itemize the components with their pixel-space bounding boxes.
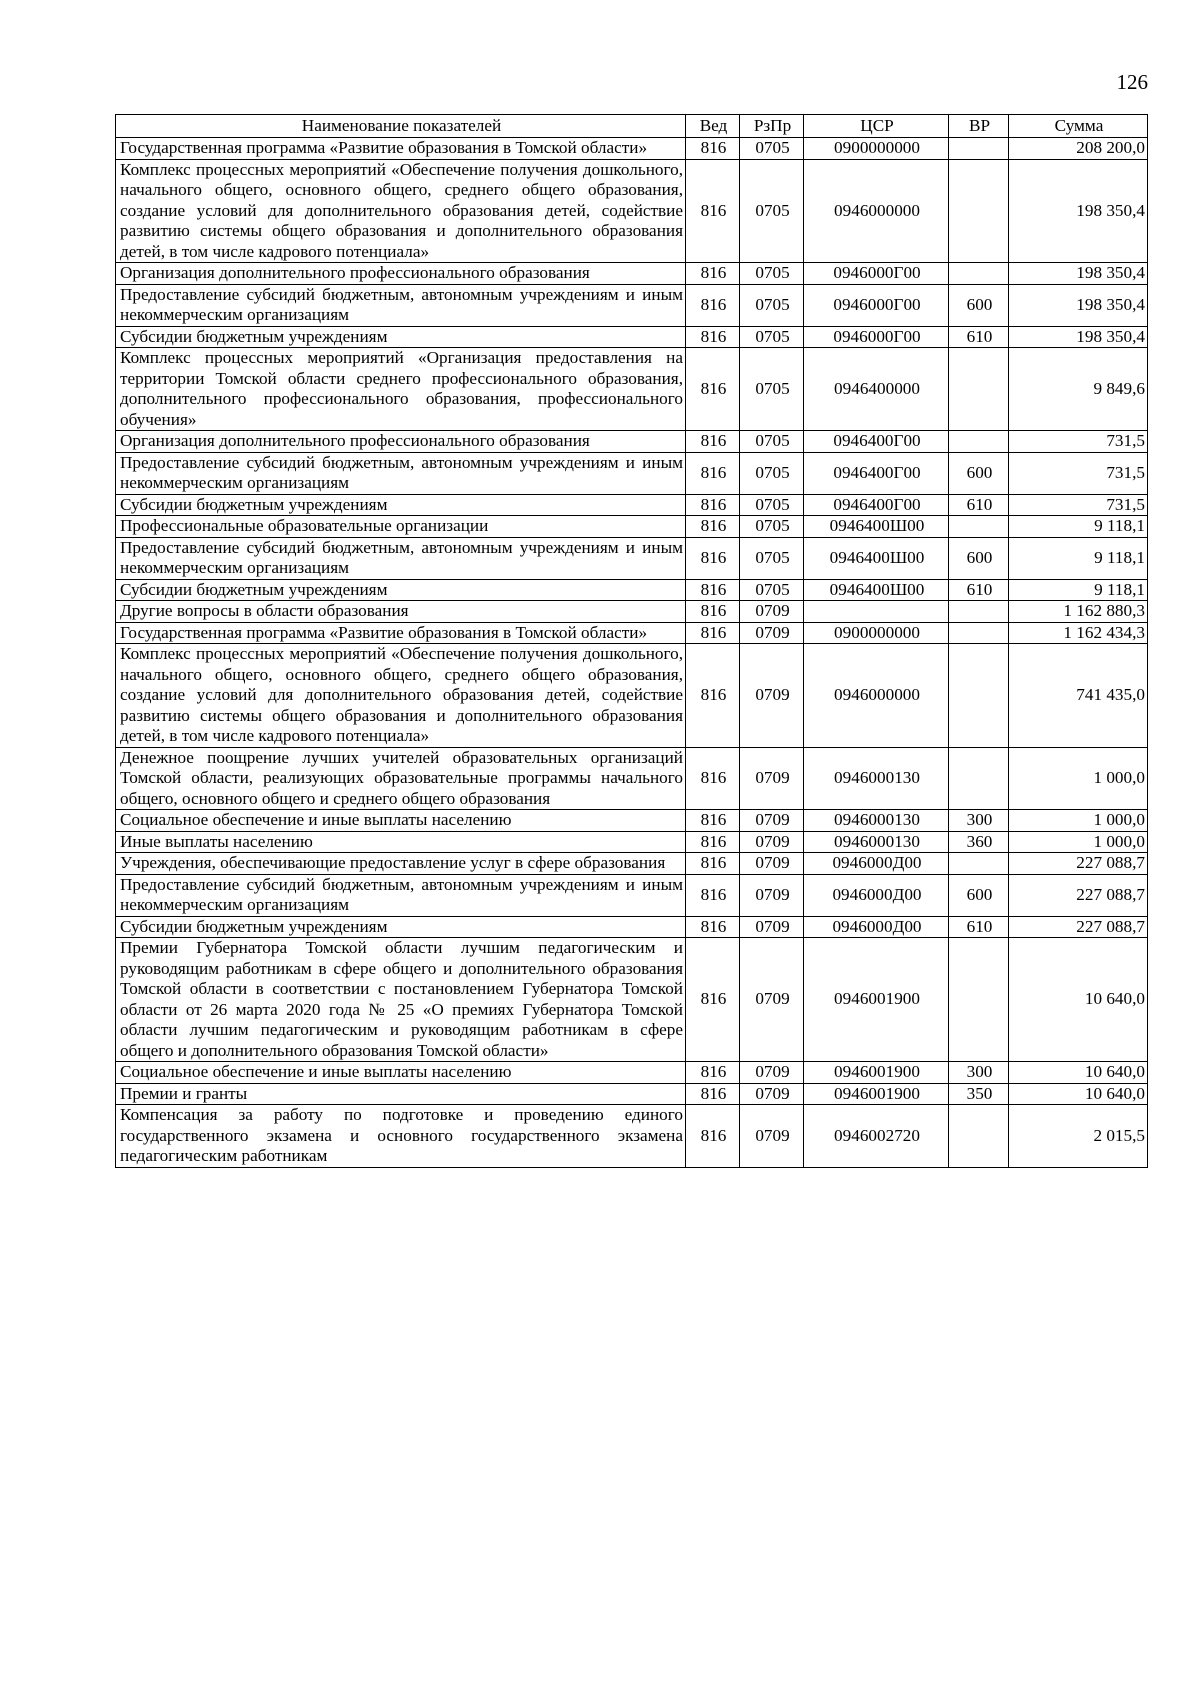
cell-sum: 1 000,0 <box>1009 810 1148 832</box>
cell-csr: 0946000Г00 <box>804 284 949 326</box>
cell-sum: 731,5 <box>1009 494 1148 516</box>
header-csr: ЦСР <box>804 115 949 138</box>
cell-vr: 300 <box>949 1062 1009 1084</box>
table-row <box>116 622 1148 644</box>
cell-ved: 816 <box>686 579 740 601</box>
cell-csr: 0946000Д00 <box>804 853 949 875</box>
cell-rzpr: 0705 <box>740 284 804 326</box>
cell-vr: 600 <box>949 284 1009 326</box>
header-rzpr: РзПр <box>740 115 804 138</box>
cell-csr: 0946000130 <box>804 810 949 832</box>
table-row <box>116 431 1148 453</box>
cell-vr: 610 <box>949 326 1009 348</box>
cell-csr: 0900000000 <box>804 622 949 644</box>
cell-sum: 1 162 434,3 <box>1009 622 1148 644</box>
cell-rzpr: 0709 <box>740 644 804 748</box>
cell-csr: 0946000130 <box>804 831 949 853</box>
cell-name: Предоставление субсидий бюджетным, автономным учреждениям и иным некоммерческим организациям <box>116 537 686 579</box>
cell-sum: 198 350,4 <box>1009 284 1148 326</box>
cell-name: Субсидии бюджетным учреждениям <box>116 326 686 348</box>
cell-name: Предоставление субсидий бюджетным, автономным учреждениям и иным некоммерческим организациям <box>116 452 686 494</box>
header-name: Наименование показателей <box>116 115 686 138</box>
cell-vr <box>949 622 1009 644</box>
cell-csr: 0946400Г00 <box>804 452 949 494</box>
cell-ved: 816 <box>686 747 740 810</box>
cell-sum: 9 118,1 <box>1009 516 1148 538</box>
cell-rzpr: 0709 <box>740 601 804 623</box>
budget-table <box>115 114 1148 1168</box>
cell-ved: 816 <box>686 537 740 579</box>
cell-name: Иные выплаты населению <box>116 831 686 853</box>
cell-csr: 0946400Ш00 <box>804 579 949 601</box>
table-row <box>116 1105 1148 1168</box>
cell-name: Субсидии бюджетным учреждениям <box>116 494 686 516</box>
cell-name: Организация дополнительного профессионального образования <box>116 263 686 285</box>
cell-vr <box>949 159 1009 263</box>
cell-csr: 0946002720 <box>804 1105 949 1168</box>
cell-name: Предоставление субсидий бюджетным, автономным учреждениям и иным некоммерческим организациям <box>116 874 686 916</box>
cell-sum: 9 118,1 <box>1009 579 1148 601</box>
cell-name: Денежное поощрение лучших учителей образовательных организаций Томской области, реализующих образовательные программы начального общего, основного общего и среднего общего образования <box>116 747 686 810</box>
cell-vr <box>949 431 1009 453</box>
cell-ved: 816 <box>686 159 740 263</box>
cell-csr: 0946400Г00 <box>804 431 949 453</box>
cell-csr: 0946001900 <box>804 1083 949 1105</box>
table-header-row <box>116 115 1148 138</box>
cell-ved: 816 <box>686 284 740 326</box>
cell-name: Премии Губернатора Томской области лучшим педагогическим и руководящим работникам в сфере общего и дополнительного образования Томской области в соответствии с постановлением Губернатора Томской области от 26 марта 2020 года № 25 «О премиях Губернатора Томской области лучшим педагогическим и руководящим работникам в сфере общего и дополнительного образования Томской области» <box>116 938 686 1062</box>
cell-rzpr: 0709 <box>740 1105 804 1168</box>
cell-name: Организация дополнительного профессионального образования <box>116 431 686 453</box>
cell-name: Социальное обеспечение и иные выплаты населению <box>116 1062 686 1084</box>
cell-sum: 198 350,4 <box>1009 159 1148 263</box>
cell-rzpr: 0709 <box>740 916 804 938</box>
cell-sum: 198 350,4 <box>1009 263 1148 285</box>
cell-sum: 9 118,1 <box>1009 537 1148 579</box>
cell-rzpr: 0709 <box>740 853 804 875</box>
table-row <box>116 159 1148 263</box>
cell-rzpr: 0705 <box>740 326 804 348</box>
header-sum: Сумма <box>1009 115 1148 138</box>
cell-ved: 816 <box>686 644 740 748</box>
cell-csr: 0946400000 <box>804 348 949 431</box>
cell-ved: 816 <box>686 601 740 623</box>
table-row <box>116 874 1148 916</box>
cell-sum: 741 435,0 <box>1009 644 1148 748</box>
cell-rzpr: 0705 <box>740 494 804 516</box>
cell-vr: 350 <box>949 1083 1009 1105</box>
cell-csr: 0946000Г00 <box>804 263 949 285</box>
cell-ved: 816 <box>686 622 740 644</box>
cell-rzpr: 0705 <box>740 263 804 285</box>
table-row <box>116 810 1148 832</box>
cell-ved: 816 <box>686 431 740 453</box>
table-row <box>116 138 1148 160</box>
cell-csr: 0946000Д00 <box>804 874 949 916</box>
cell-rzpr: 0709 <box>740 622 804 644</box>
cell-ved: 816 <box>686 853 740 875</box>
table-row <box>116 853 1148 875</box>
cell-name: Государственная программа «Развитие образования в Томской области» <box>116 138 686 160</box>
cell-name: Комплекс процессных мероприятий «Организация предоставления на территории Томской области среднего профессионального образования, дополнительного профессионального образования, профессионального обучения» <box>116 348 686 431</box>
cell-ved: 816 <box>686 326 740 348</box>
cell-rzpr: 0705 <box>740 159 804 263</box>
cell-csr: 0946000130 <box>804 747 949 810</box>
cell-ved: 816 <box>686 874 740 916</box>
cell-ved: 816 <box>686 494 740 516</box>
cell-ved: 816 <box>686 916 740 938</box>
cell-rzpr: 0709 <box>740 1083 804 1105</box>
cell-vr: 300 <box>949 810 1009 832</box>
cell-name: Премии и гранты <box>116 1083 686 1105</box>
cell-vr <box>949 138 1009 160</box>
cell-vr: 610 <box>949 916 1009 938</box>
table-row <box>116 579 1148 601</box>
cell-ved: 816 <box>686 1083 740 1105</box>
cell-vr <box>949 348 1009 431</box>
cell-csr: 0946400Ш00 <box>804 537 949 579</box>
table-row <box>116 284 1148 326</box>
cell-rzpr: 0705 <box>740 537 804 579</box>
cell-csr: 0946000000 <box>804 644 949 748</box>
cell-ved: 816 <box>686 938 740 1062</box>
table-row <box>116 747 1148 810</box>
cell-ved: 816 <box>686 1105 740 1168</box>
cell-rzpr: 0705 <box>740 516 804 538</box>
cell-sum: 10 640,0 <box>1009 1062 1148 1084</box>
cell-csr: 0946001900 <box>804 1062 949 1084</box>
header-ved: Вед <box>686 115 740 138</box>
cell-name: Субсидии бюджетным учреждениям <box>116 579 686 601</box>
table-row <box>116 263 1148 285</box>
page-number: 126 <box>1116 70 1148 94</box>
cell-name: Государственная программа «Развитие образования в Томской области» <box>116 622 686 644</box>
cell-name: Социальное обеспечение и иные выплаты населению <box>116 810 686 832</box>
cell-ved: 816 <box>686 831 740 853</box>
cell-ved: 816 <box>686 1062 740 1084</box>
cell-vr: 360 <box>949 831 1009 853</box>
cell-csr: 0946001900 <box>804 938 949 1062</box>
cell-sum: 227 088,7 <box>1009 874 1148 916</box>
cell-rzpr: 0709 <box>740 1062 804 1084</box>
cell-rzpr: 0705 <box>740 452 804 494</box>
table-row <box>116 452 1148 494</box>
cell-sum: 198 350,4 <box>1009 326 1148 348</box>
cell-sum: 10 640,0 <box>1009 1083 1148 1105</box>
table-body <box>116 138 1148 1168</box>
table-row <box>116 537 1148 579</box>
cell-sum: 227 088,7 <box>1009 916 1148 938</box>
cell-csr: 0946000000 <box>804 159 949 263</box>
table-row <box>116 831 1148 853</box>
cell-name: Субсидии бюджетным учреждениям <box>116 916 686 938</box>
table-row <box>116 1062 1148 1084</box>
cell-ved: 816 <box>686 348 740 431</box>
cell-rzpr: 0705 <box>740 431 804 453</box>
cell-sum: 10 640,0 <box>1009 938 1148 1062</box>
cell-name: Профессиональные образовательные организации <box>116 516 686 538</box>
cell-sum: 227 088,7 <box>1009 853 1148 875</box>
cell-csr: 0900000000 <box>804 138 949 160</box>
cell-name: Другие вопросы в области образования <box>116 601 686 623</box>
cell-rzpr: 0709 <box>740 747 804 810</box>
cell-csr <box>804 601 949 623</box>
cell-rzpr: 0709 <box>740 810 804 832</box>
cell-vr <box>949 601 1009 623</box>
table-row <box>116 348 1148 431</box>
table-row <box>116 644 1148 748</box>
cell-ved: 816 <box>686 263 740 285</box>
cell-rzpr: 0705 <box>740 348 804 431</box>
cell-vr: 600 <box>949 452 1009 494</box>
table-row <box>116 1083 1148 1105</box>
cell-csr: 0946000Г00 <box>804 326 949 348</box>
cell-name: Учреждения, обеспечивающие предоставление услуг в сфере образования <box>116 853 686 875</box>
cell-csr: 0946400Г00 <box>804 494 949 516</box>
cell-sum: 9 849,6 <box>1009 348 1148 431</box>
cell-rzpr: 0709 <box>740 874 804 916</box>
cell-sum: 1 000,0 <box>1009 831 1148 853</box>
cell-vr: 610 <box>949 579 1009 601</box>
cell-ved: 816 <box>686 516 740 538</box>
cell-csr: 0946400Ш00 <box>804 516 949 538</box>
cell-ved: 816 <box>686 810 740 832</box>
cell-csr: 0946000Д00 <box>804 916 949 938</box>
table-row <box>116 916 1148 938</box>
cell-ved: 816 <box>686 452 740 494</box>
cell-vr <box>949 938 1009 1062</box>
cell-name: Предоставление субсидий бюджетным, автономным учреждениям и иным некоммерческим организациям <box>116 284 686 326</box>
table-row <box>116 326 1148 348</box>
cell-rzpr: 0705 <box>740 138 804 160</box>
cell-sum: 731,5 <box>1009 452 1148 494</box>
cell-name: Комплекс процессных мероприятий «Обеспечение получения дошкольного, начального общего, основного общего, среднего общего образования, создание условий для дополнительного образования детей, содействие развитию системы общего образования и дополнительного образования детей, в том числе кадрового потенциала» <box>116 644 686 748</box>
cell-vr <box>949 747 1009 810</box>
cell-rzpr: 0705 <box>740 579 804 601</box>
cell-sum: 1 000,0 <box>1009 747 1148 810</box>
cell-vr <box>949 853 1009 875</box>
table-row <box>116 601 1148 623</box>
cell-ved: 816 <box>686 138 740 160</box>
table-row <box>116 494 1148 516</box>
table-row <box>116 516 1148 538</box>
cell-vr: 600 <box>949 537 1009 579</box>
cell-rzpr: 0709 <box>740 938 804 1062</box>
cell-vr <box>949 516 1009 538</box>
cell-vr <box>949 1105 1009 1168</box>
cell-sum: 1 162 880,3 <box>1009 601 1148 623</box>
cell-sum: 731,5 <box>1009 431 1148 453</box>
cell-vr: 600 <box>949 874 1009 916</box>
cell-rzpr: 0709 <box>740 831 804 853</box>
cell-name: Компенсация за работу по подготовке и проведению единого государственного экзамена и основного государственного экзамена педагогическим работникам <box>116 1105 686 1168</box>
cell-sum: 208 200,0 <box>1009 138 1148 160</box>
cell-vr <box>949 644 1009 748</box>
table-row <box>116 938 1148 1062</box>
cell-sum: 2 015,5 <box>1009 1105 1148 1168</box>
cell-name: Комплекс процессных мероприятий «Обеспечение получения дошкольного, начального общего, основного общего, среднего общего образования, создание условий для дополнительного образования детей, содействие развитию системы общего образования и дополнительного образования детей, в том числе кадрового потенциала» <box>116 159 686 263</box>
cell-vr: 610 <box>949 494 1009 516</box>
header-vr: ВР <box>949 115 1009 138</box>
cell-vr <box>949 263 1009 285</box>
